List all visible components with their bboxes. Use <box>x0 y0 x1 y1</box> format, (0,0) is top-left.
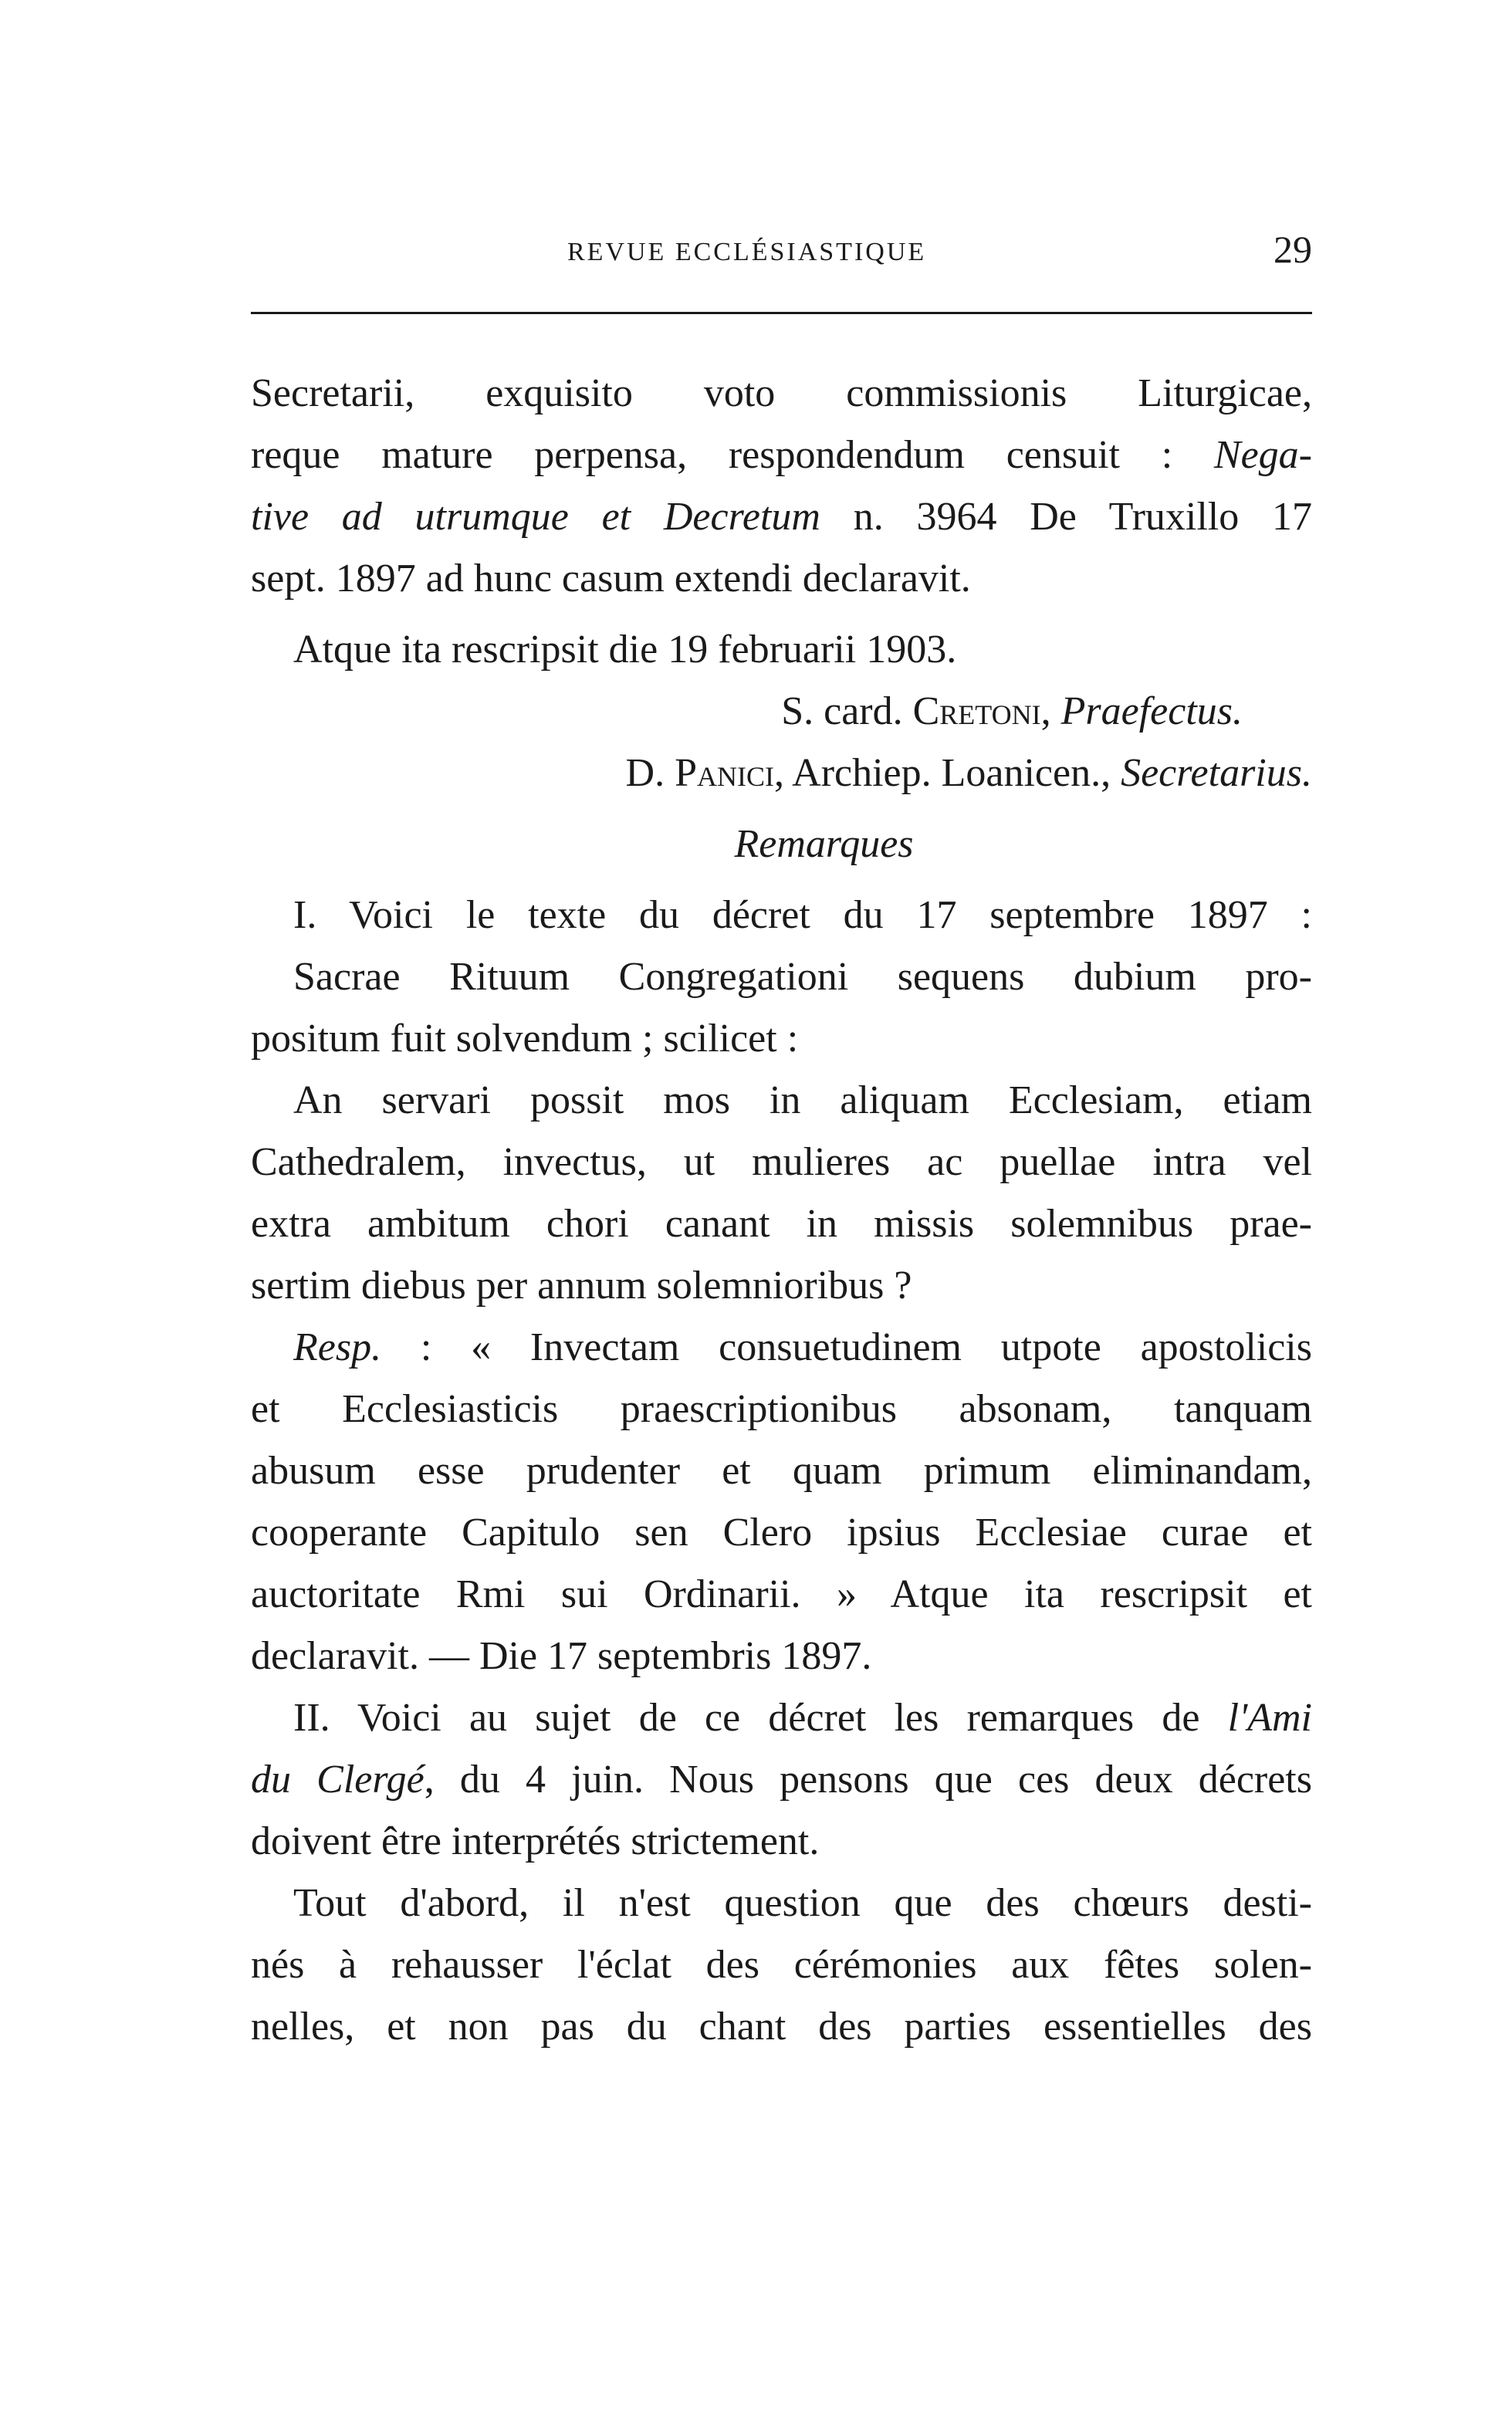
text-line <box>251 1687 1312 1749</box>
italic-run: l'Ami <box>1227 1696 1312 1740</box>
text-line: I. Voici le texte du décret du 17 septembre 1897 : <box>293 893 1312 937</box>
body-text <box>251 363 1312 2058</box>
signature-secretary <box>251 743 1312 804</box>
italic-run: Nega- <box>1213 433 1312 477</box>
text-run: D. <box>625 751 675 795</box>
text-run: reque mature perpensa, respondendum censuit : <box>251 433 1214 477</box>
signatory-title: Secretarius. <box>1121 751 1312 795</box>
text-run: II. Voici au sujet de ce décret les remarques de <box>293 1696 1228 1740</box>
text-line: Cathedralem, invectus, ut mulieres ac puellae intra vel <box>251 1140 1312 1184</box>
signatory-name: Panici <box>675 751 775 795</box>
text-line: Atque ita rescripsit die 19 februarii 1903. <box>293 628 957 672</box>
text-line: nelles, et non pas du chant des parties essentielles des <box>251 2005 1312 2049</box>
text-run: , du 4 juin. Nous pensons que ces deux décrets <box>424 1758 1312 1802</box>
text-line <box>251 486 1312 548</box>
text-line: positum fuit solvendum ; scilicet : <box>251 1017 799 1061</box>
italic-run: du Clergé <box>251 1758 425 1802</box>
text-line <box>251 1317 1312 1379</box>
text-run: , Archiep. Loanicen., <box>774 751 1121 795</box>
signatory-name: Cretoni <box>912 689 1041 733</box>
text-run: S. card. <box>781 689 913 733</box>
text-line: sertim diebus per annum solemnioribus ? <box>251 1264 912 1308</box>
text-line: cooperante Capitulo sen Clero ipsius Ecclesiae curae et <box>251 1511 1312 1555</box>
text-run: n. 3964 De Truxillo 17 <box>820 495 1312 539</box>
page-number: 29 <box>1274 228 1312 271</box>
text-line: Tout d'abord, il n'est question que des chœurs desti- <box>293 1881 1312 1925</box>
text-line: auctoritate Rmi sui Ordinarii. » Atque ita rescripsit et <box>251 1572 1312 1616</box>
text-line: abusum esse prudenter et quam primum eliminandam, <box>251 1449 1312 1493</box>
text-line: Sacrae Rituum Congregationi sequens dubium pro- <box>293 955 1312 999</box>
italic-run: Resp. <box>293 1325 382 1369</box>
signature-prefect <box>251 681 1312 743</box>
text-line <box>251 1749 1312 1811</box>
text-line: declaravit. — Die 17 septembris 1897. <box>251 1634 872 1678</box>
text-run: , <box>1040 689 1061 733</box>
page-header <box>251 224 1312 286</box>
text-line: extra ambitum chori canant in missis solemnibus prae- <box>251 1202 1312 1246</box>
text-line: doivent être interprétés strictement. <box>251 1819 820 1863</box>
text-run: : « Invectam consuetudinem utpote apostolicis <box>381 1325 1312 1369</box>
section-heading: Remarques <box>734 822 914 866</box>
signatory-title: Praefectus. <box>1060 689 1243 733</box>
text-line: sept. 1897 ad hunc casum extendi declaravit. <box>251 557 971 601</box>
text-line: An servari possit mos in aliquam Ecclesiam, etiam <box>293 1078 1312 1122</box>
text-line <box>251 425 1312 486</box>
running-head: REVUE ECCLÉSIASTIQUE <box>567 238 927 266</box>
text-line: et Ecclesiasticis praescriptionibus absonam, tanquam <box>251 1387 1312 1431</box>
header-rule <box>251 312 1312 314</box>
italic-run: tive ad utrumque et Decretum <box>251 495 820 539</box>
text-line: nés à rehausser l'éclat des cérémonies aux fêtes solen- <box>251 1943 1312 1987</box>
text-line: Secretarii, exquisito voto commissionis Liturgicae, <box>251 371 1312 415</box>
